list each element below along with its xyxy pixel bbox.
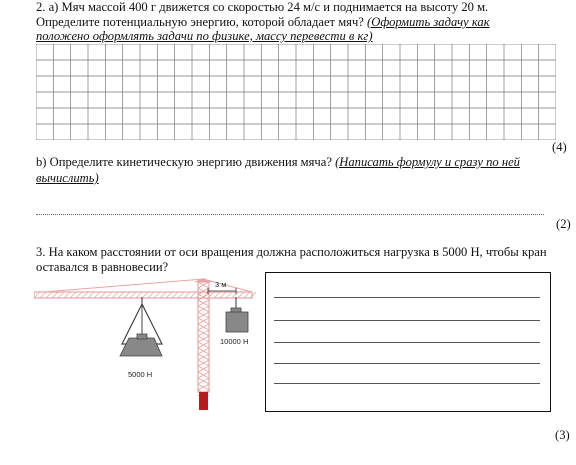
- task2a-line1: 2. а) Мяч массой 400 г движется со скоростью 24 м/с и поднимается на высоту 20 м.: [36, 0, 489, 14]
- jib-brace: [184, 292, 190, 298]
- load-weight-top: [137, 334, 147, 339]
- jib-brace: [34, 292, 40, 298]
- jib-brace: [214, 292, 220, 298]
- jib-brace: [250, 292, 256, 298]
- answer-line[interactable]: [274, 342, 540, 343]
- task2b-hint-part1: (Написать формулу и сразу по ней: [335, 155, 520, 169]
- jib-brace: [112, 292, 118, 298]
- jib-brace: [64, 292, 70, 298]
- jib-brace: [100, 292, 106, 298]
- crane-diagram: [34, 276, 266, 414]
- task3-line1: 3. На каком расстоянии от оси вращения должна расположиться нагрузка в 5000 Н, чтобы кран: [36, 245, 547, 259]
- task2a-hint-part1: (Оформить задачу как: [367, 15, 490, 29]
- task2a-marks: (4): [552, 140, 567, 154]
- answer-line[interactable]: [274, 363, 540, 364]
- answer-line[interactable]: [274, 297, 540, 298]
- task3-marks: (3): [555, 428, 570, 442]
- load-weight: [120, 338, 162, 356]
- jib-brace: [52, 292, 58, 298]
- task2a-hint-part2: положено оформлять задачи по физике, массу перевести в кг): [36, 29, 373, 43]
- jib-brace: [40, 292, 46, 298]
- jib-brace: [148, 292, 154, 298]
- jib-brace: [130, 292, 136, 298]
- jib-brace: [154, 292, 160, 298]
- task2a-question: Определите потенциальную энергию, которой обладает мяч?: [36, 15, 368, 29]
- answer-line[interactable]: [274, 383, 540, 384]
- task2b-question: b) Определите кинетическую энергию движения мяча?: [36, 155, 336, 169]
- jib-brace: [82, 292, 88, 298]
- crane-mast-base: [199, 392, 208, 410]
- task2a-line2: [36, 15, 490, 30]
- task3-answer-box[interactable]: [265, 272, 551, 412]
- task2b-answer-line[interactable]: [36, 214, 544, 215]
- jib-brace: [76, 292, 82, 298]
- jib-brace: [124, 292, 130, 298]
- jib-brace: [136, 292, 142, 298]
- jib-brace: [226, 292, 232, 298]
- jib-brace: [94, 292, 100, 298]
- jib-brace: [118, 292, 124, 298]
- answer-grid[interactable]: [36, 44, 556, 140]
- load-label: 5000 Н: [128, 370, 153, 379]
- jib-brace: [166, 292, 172, 298]
- jib-brace: [142, 292, 148, 298]
- task2b-hint-part2: вычислить): [36, 171, 99, 185]
- jib-brace: [58, 292, 64, 298]
- jib-brace: [238, 292, 244, 298]
- jib-brace: [88, 292, 94, 298]
- task2b-marks: (2): [556, 217, 571, 231]
- counterweight-label: 10000 Н: [220, 337, 249, 346]
- task2b-line1: [36, 155, 520, 170]
- jib-brace: [178, 292, 184, 298]
- jib-brace: [244, 292, 250, 298]
- jib-brace: [70, 292, 76, 298]
- answer-line[interactable]: [274, 320, 540, 321]
- jib-brace: [232, 292, 238, 298]
- task3-line2: оставался в равновесии?: [36, 260, 169, 274]
- jib-brace: [220, 292, 226, 298]
- jib-brace: [106, 292, 112, 298]
- distance-label: 3 м: [215, 280, 227, 289]
- jib-brace: [172, 292, 178, 298]
- counterweight: [226, 312, 248, 332]
- jib-brace: [160, 292, 166, 298]
- jib-tie: [44, 279, 203, 292]
- jib-brace: [46, 292, 52, 298]
- crane-mast: [198, 282, 209, 396]
- jib-brace: [190, 292, 196, 298]
